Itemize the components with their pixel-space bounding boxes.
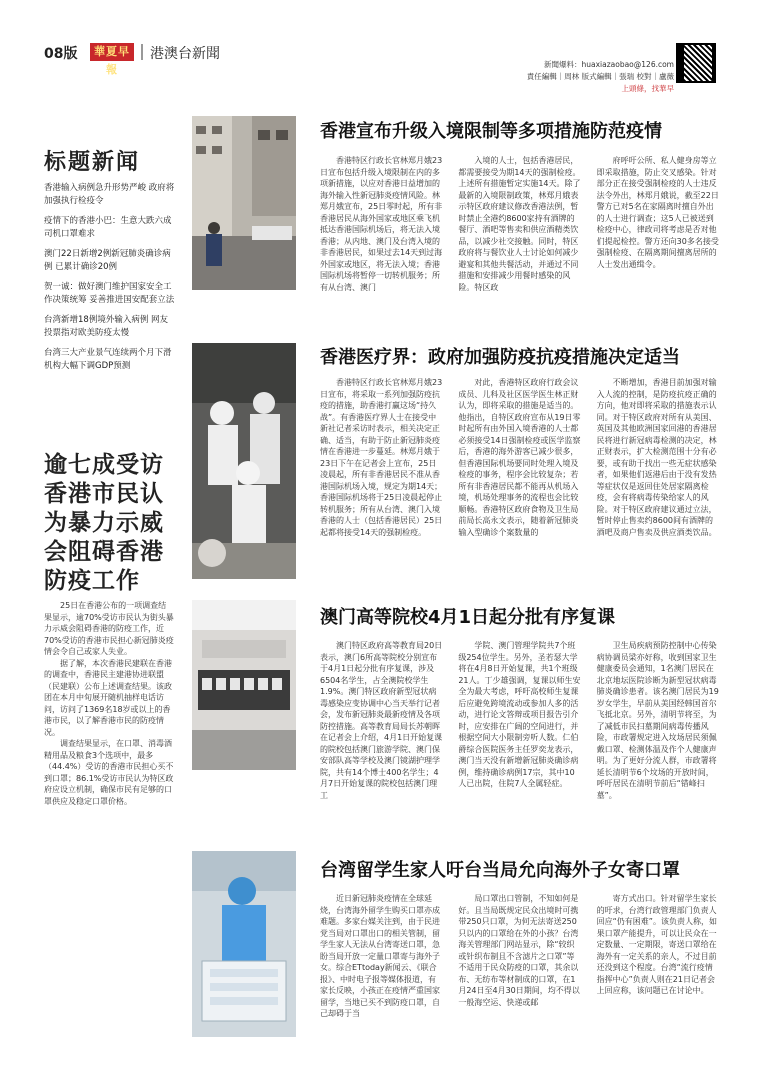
page-number: 08版 [44,46,78,62]
editorial-info [527,59,674,95]
article-column: 府呼吁公所、私人健身房等立即采取措施，防止交叉感染。针对部分正在接受强制检疫的人士违反法令外出，林郑月娥说，截至22日警方已对5名在家隔离时擅自外出的人士进行调查；这5人已被送到检疫中心，律政司将考虑是否对他们提起检控。警方还向30多名接受强制检疫、在隔离期间擅离居所的人士发出通缉令。 [596,156,719,269]
article-body [320,377,720,573]
tip-email: 新聞爆料：huaxiazaobao@126.com [543,60,674,69]
article-column: 卫生局疾病预防控制中心传染病协调员梁亦好称，收到国家卫生健康委员会通知，1名澳门居民在北京地坛医院诊断为新型冠状病毒肺炎确诊患者。该名澳门居民为19岁女学生，早前从美国经韩国首尔飞抵北京。另外，清明节将至，为了减低市民扫墓期间病毒传播风险，市政署规定进入坟场居民须佩戴口罩、检测体温及作个人健康声明。为了更好分流人群，市政署将延长清明节6个坟场的开放时间，呼吁居民在清明节前后“错峰扫墓”。 [596,641,719,800]
qr-code-icon [676,43,716,83]
section-title: 港澳台新聞 [150,46,220,62]
list-item[interactable]: 台湾新增18例境外输入病例 网友投票指对欧美防疫太慢 [44,315,169,338]
paragraph: 25日在香港公布的一项调查结果显示，逾70%受访市民认为街头暴力示威会阻碍香港的防疫工作，近70%受访的香港市民担心新冠肺炎疫情会令自己或家人失业。 [44,601,174,656]
paragraph: 据了解，本次香港民建联在香港的调查中，香港民主建港协进联盟（民建联）公布上述调查结果。该政团在本月中旬展开随机抽样电话访问，访问了1369名18岁或以上的香港市民，以了解香港市民的防疫情况。 [44,658,172,737]
mask-factory-worker-photo [192,851,296,1037]
article-title: 香港医疗界：政府加强防疫抗疫措施决定适当 [320,347,680,368]
article-column: 对此，香港特区政府行政会议成员、儿科及社区医学医生林正财认为，即将采取的措施是适当的。他指出，自特区政府宣布从19日零时起所有由外国入境香港的人士都必须接受14日强制检疫或医学监察后，香港的海外游客已减少很多，但香港国际机场要同时处理入境及检疫的事务，程序会比较复杂；若所有非香港居民都不能再从机场入境，机场处理事务的流程也会比较顺畅。香港特区政府食物及卫生局前局长高永文表示，随着新冠肺炎输入型确诊个案数量的 [458,378,581,537]
article-body [320,640,720,830]
list-item[interactable]: 澳门22日新增2例新冠肺炎确诊病例 已累计确诊20例 [44,249,171,272]
editor-credits: 責任編輯｜周林 版式編輯｜張瑞 校對｜盧薇 [526,72,674,81]
article-body [320,893,720,1051]
paragraph: 调查结果显示，在口罩、消毒酒精用品及粮食3个选项中，最多（44.4%）受访的香港市民担心买不到口罩；86.1%受访市民认为特区政府应设立机制，确保市民有足够的口罩供应及稳定口罩价格。 [44,739,174,806]
article-column: 入境的人士，包括香港居民，都需要接受为期14天的强制检疫。上述所有措施暂定实施14天。除了最新的入境限制政策，林郑月娥表示特区政府建议修改香港法例，暂时禁止全港约8600家持有酒牌的餐厅、酒吧等售卖和供应酒精类饮品，以减少社交接触。同时，特区政府将与餐饮业人士讨论如何减少避宴和其他共餐活动，并通过不同措施和安排减少用餐时感染的风险。特区政 [458,156,581,292]
article-title: 台湾留学生家人吁台当局允向海外子女寄口罩 [320,860,680,881]
article-column: 近日新冠肺炎疫情在全球延烧，台湾海外留学生购买口罩亦成难题。多家台媒关注到，由于民进党当局对口罩出口的相关管制，留学生家人无法从台湾寄送口罩，急盼当局开放一定量口罩寄与海外子女。综合ETtoday新闻云、《联合报》、中时电子报等媒体报道，有家长反映，小孩正在疫情严重国家留学，当地已买不到防疫口罩，自己却碍于当 [320,894,440,1018]
article-column: 香港特区行政长官林郑月娥23日宣布包括升级入境限制在内的多项新措施，以应对香港日益增加的海外输入性新冠肺炎疫情风险。林郑月娥宣布，25日零时起，所有非香港居民从海外国家或地区乘飞机抵达香港国际机场后，将无法入境香港；从内地、澳门及台湾入境的非香港居民，如果过去14天到过海外国家或地区，将无法入境；香港国际机场将暂停一切转机服务；所有从台湾、澳门 [320,156,443,292]
article-column: 局口罩出口管制，不知如何是好。且当局既规定民众出境时可携带250只口罩，为何无法寄送250只以内的口罩给在外的小孩？台湾海关管理部门网站显示，除“较织或针织布制且不含滤片之口罩”等不适用于民众防疫的口罩，其余以布、无纺布等材制成的口罩，在1月24日至4月30日期间，均不得以一般海空运、快递或邮 [458,894,580,1007]
header-divider [141,44,143,60]
list-item[interactable]: 台湾三大产业景气连续两个月下滑 机构大幅下调GDP预测 [44,348,172,371]
masthead-logo: 華夏早報 [90,43,134,61]
article-column: 不断增加，香港目前加强对输入人流的控制，是防疫抗疫正确的方向，他对即将采取的措施表示认同。对于特区政府对所有从美国、英国及其他欧洲国家回港的香港居民将进行新冠病毒检测的决定，林正财表示，扩大检测范围十分有必要，或有助于找出一些无症状感染者，如果他们返港后由于没有发热等症状仅是返回住处居家隔离检疫，会有将病毒传染给家人的风险。对于特区政府建议通过立法，暂时停止售卖约8600间有酒牌的酒吧及商户售卖及供应酒类饮品。 [596,378,717,537]
medical-staff-photo [192,343,296,579]
article-column: 香港特区行政长官林郑月娥23日宣布，将采取一系列加强防疫抗疫的措施，助香港打赢这场“持久战”。有香港医疗界人士在接受中新社记者采访时表示，相关决定正确、适当，有助于防止新冠肺炎疫情在香港进一步蔓延。林郑月娥于23日下午在记者会上宣布，25日凌晨起，所有非香港居民不准从香港国际机场入境，规定为期14天；香港国际机场将于25日凌晨起停止转机服务；所有从台湾、澳门入境香港的人士（包括香港居民）25日起都将接受14天的强制检疫。 [320,378,443,537]
article-title: 澳门高等院校4月1日起分批有序复课 [320,607,616,628]
article-body [320,155,720,343]
list-item[interactable]: 香港输入病例急升形势严峻 政府将加强执行检疫令 [44,183,175,206]
headline-news-title: 标题新闻 [44,150,141,175]
university-of-macau-photo [192,600,296,770]
list-item[interactable]: 贺一诚：做好澳门维护国家安全工作决策统筹 妥善推进国安配套立法 [44,282,175,305]
article-column: 学院、澳门管理学院共7个班级254位学生。另外，圣若瑟大学将在4月8日开始复课，共1个班级21人。丁少雄强调，复课以师生安全为最大考虑，呼吁高校师生复课后应避免跨境流动或参加人多的活动，进行论文答辩或项目报告引介时，应安排在广阔的空间进行，并根据空间大小限制旁听人数。仁伯爵综合医院医务主任罗奕龙表示，澳门当天没有新增新冠肺炎确诊病例，维持确诊病例17宗，其中10人已出院，住院7人全属轻症。 [458,641,581,788]
article-column: 寄方式出口。针对留学生家长的吁求，台湾行政管理部门负责人回应“仍有困难”。该负责人称，如果口罩产能提升，可以让民众在一定数量、一定期限，寄送口罩给在海外有一定关系的亲人，不过目前还没到这个程度。台湾“流行疫情指挥中心”负责人则在21日记者会上回应称，该问题已在讨论中。 [596,894,717,995]
article-title: 香港宣布升级入境限制等多项措施防范疫情 [320,121,662,142]
feature-headline: 逾七成受访香港市民认为暴力示威会阻碍香港防疫工作 [44,452,164,594]
feature-body [44,600,174,807]
headline-news-list [44,182,176,380]
slogan: 上頭條，找華早 [621,84,674,93]
article-column: 澳门特区政府高等教育局20日表示，澳门6所高等院校分别宣布于4月1日起分批有序复课，涉及6504名学生，占全澳院校学生1.9%。澳门特区政府新型冠状病毒感染应变协调中心当天举行记者会，发布新冠肺炎最新疫情及各项防控措施。高等教育局局长苏朝晖在记者会上介绍，4月1日开始复课的院校包括澳门旅游学院、澳门保安部队高等学校及澳门镜湖护理学院，共有14个博士400名学生；4月7日开始复课的院校包括澳门理工 [320,641,443,800]
street-scene-photo [192,116,296,290]
list-item[interactable]: 疫情下的香港小巴：生意大跌六成 司机口罩难求 [44,216,172,239]
